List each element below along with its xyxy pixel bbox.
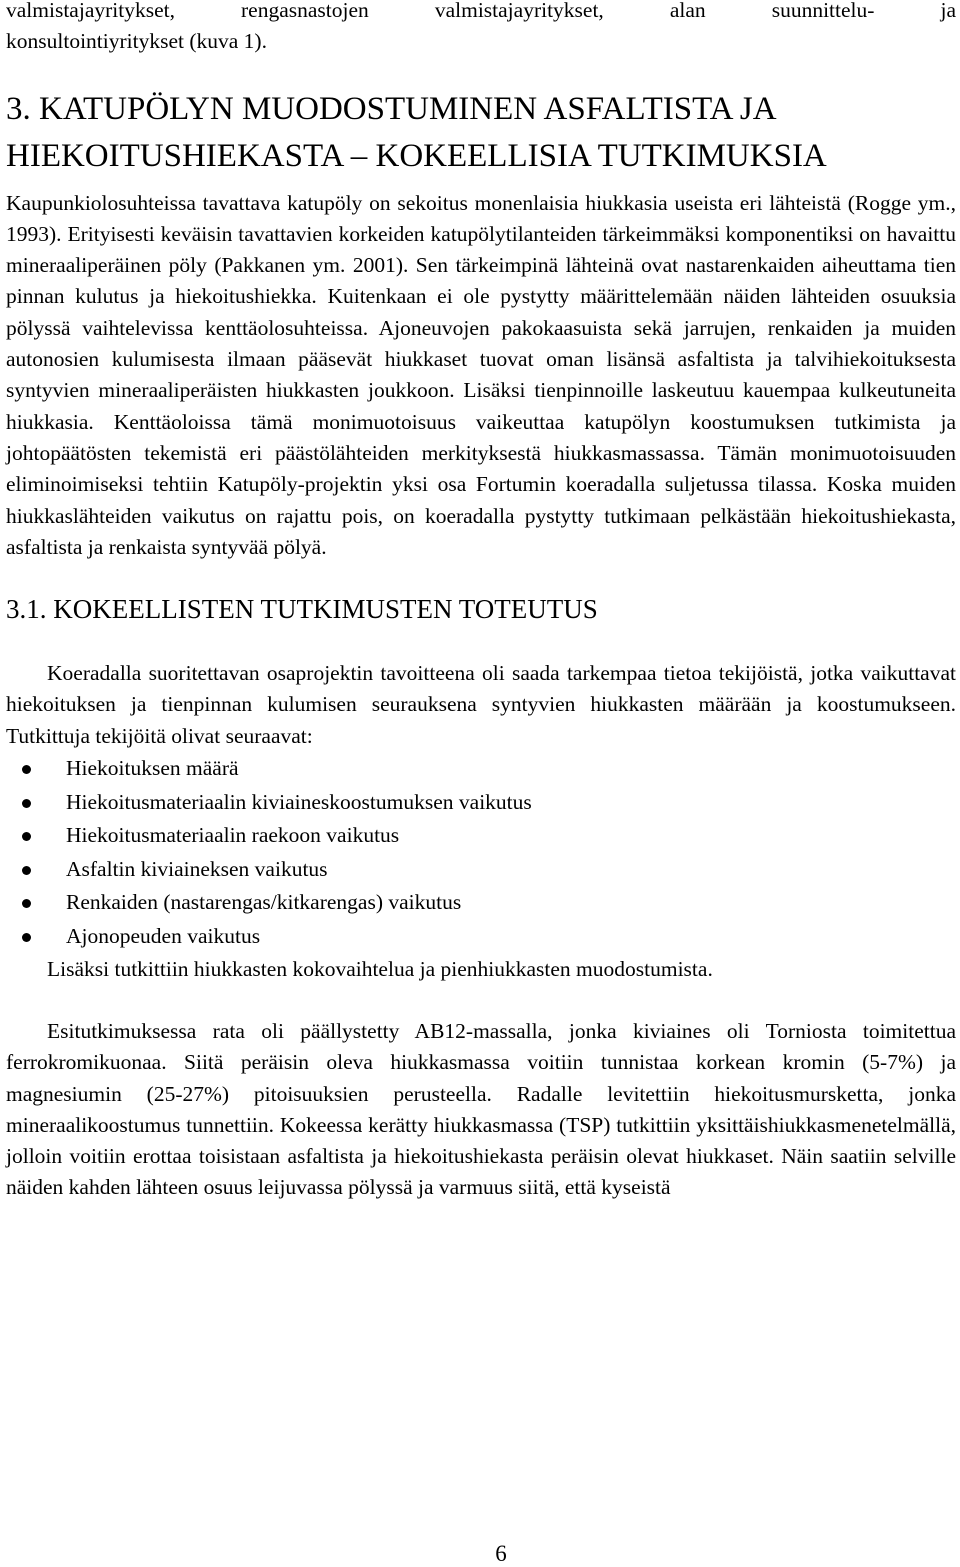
section-3-1-intro: Koeradalla suoritettavan osaprojektin tavoitteena oli saada tarkempaa tietoa tekijöistä, jotka vaikuttavat hiekoituksen ja tienpinnan kulumisen seurauksena syntyvien hiukkasten määrään ja koostumukseen. Tutkittuja tekijöitä olivat seuraavat: (6, 661, 956, 748)
pretest-paragraph: Esitutkimuksessa rata oli päällystetty AB12-massalla, jonka kiviaines oli Torniosta toimitettua ferrokromikuonaa. Siitä peräisin oleva hiukkasmassa voitiin tunnistaa korkean kromin (5-7%) ja magnesiumin (25-27%) pitoisuuksien perusteella. Radalle levitettiin hiekoitusmursketta, jonka mineraalikoostumus tunnettiin. Kokeessa kerätty hiukkasmassa (TSP) tutkittiin yksittäishiukkasmenetelmällä, jolloin voitiin erottaa toisistaan asfaltista ja hiekoitushiekasta peräisin olevat hiukkaset. Näin saatiin selville näiden kahden lähteen osuus leijuvassa pölyssä ja varmuus siitä, että kyseistä (6, 1018, 956, 1200)
list-item-text: Hiekoitusmateriaalin raekoon vaikutus (66, 823, 400, 848)
list-item (22, 752, 956, 786)
list-item-text: Asfaltin kiviaineksen vaikutus (66, 856, 328, 881)
list-item-text: Hiekoitusmateriaalin kiviaineskoostumuksen vaikutus (66, 789, 532, 814)
list-item-text: Hiekoituksen määrä (66, 756, 239, 781)
list-item (22, 819, 956, 853)
bullet-icon (22, 799, 31, 808)
bullet-icon (22, 933, 31, 942)
document-page (6, 0, 956, 1204)
bullet-icon (22, 899, 31, 908)
list-item (22, 853, 956, 887)
factor-list (6, 752, 956, 954)
list-item (22, 920, 956, 954)
previous-paragraph-line-2: konsultointiyritykset (kuva 1). (6, 29, 267, 54)
list-item-text: Ajonopeuden vaikutus (66, 924, 261, 949)
bullet-icon (22, 866, 31, 875)
page-number: 6 (495, 1541, 507, 1566)
list-item-text: Renkaiden (nastarengas/kitkarengas) vaikutus (66, 890, 462, 915)
after-list-sentence: Lisäksi tutkittiin hiukkasten kokovaihtelua ja pienhiukkasten muodostumista. (47, 956, 713, 981)
bullet-icon (22, 832, 31, 841)
previous-paragraph-line-1: valmistajayritykset, rengasnastojen valmistajayritykset, alan suunnittelu- ja (6, 0, 956, 22)
list-item (22, 786, 956, 820)
bullet-icon (22, 765, 31, 774)
section-3-1-heading: 3.1. KOKEELLISTEN TUTKIMUSTEN TOTEUTUS (6, 594, 598, 625)
list-item (22, 886, 956, 920)
section-3-paragraph: Kaupunkiolosuhteissa tavattava katupöly on sekoitus monenlaisia hiukkasia useista eri lähteistä (Rogge ym., 1993). Erityisesti keväisin tavattavien korkeiden katupölytilanteiden tärkeimmäksi komponentiksi on havaittu mineraaliperäinen pöly (Pakkanen ym. 2001). Sen tärkeimpinä lähteinä ovat nastarenkaiden aiheuttama tien pinnan kulutus ja hiekoitushiekka. Kuitenkaan ei ole pystytty määrittelemään näiden lähteiden osuuksia pölyssä vaihtelevissa kenttäolosuhteissa. Ajoneuvojen pakokaasuista sekä jarrujen, renkaiden ja muiden autonosien kulumisesta ilmaan pääsevät hiukkaset tuovat oman lisänsä asfaltista ja talvihiekoituksesta syntyvien mineraaliperäisten hiukkasten joukkoon. Lisäksi tienpinnoille laskeutuu kauempaa kulkeutuneita hiukkasia. Kenttäoloissa tämä monimuotoisuus vaikeuttaa katupölyn koostumuksen tutkimista ja johtopäätösten tekemistä eri päästölähteiden merkityksestä hiukkasmassassa. Tämän monimuotoisuuden eliminoimiseksi tehtiin Katupöly-projektin yksi osa Fortumin koeradalla suljetussa tilassa. Koska muiden hiukkaslähteiden vaikutus on rajattu pois, on koeradalla pystytty tutkimaan pelkästään hiekoitushiekasta, asfaltista ja renkaista syntyvää pölyä. (6, 190, 956, 559)
section-3-heading: 3. KATUPÖLYN MUODOSTUMINEN ASFALTISTA JA HIEKOITUSHIEKASTA – KOKEELLISIA TUTKIMUKSIA (6, 90, 827, 175)
